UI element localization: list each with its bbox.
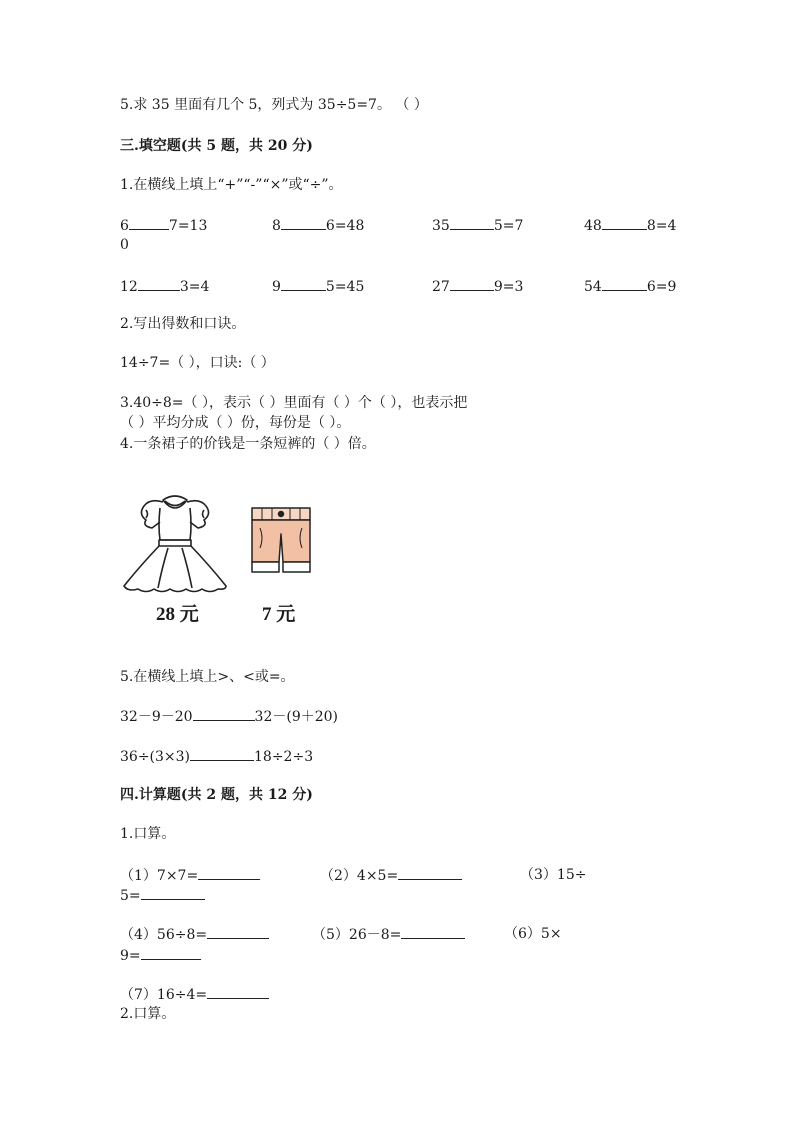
op-right: 3=4 <box>179 279 210 295</box>
op-left: 54 <box>584 279 602 295</box>
oral-item <box>120 984 269 1005</box>
oral-item <box>320 865 462 886</box>
op-left: 35 <box>432 218 450 234</box>
oral-expr: （1）7×7= <box>120 868 199 884</box>
op-left: 9 <box>272 279 281 295</box>
fill-question-5: 5.在横线上填上>、<或=。 <box>120 669 295 685</box>
oral-item <box>504 924 562 944</box>
op-item <box>584 276 676 297</box>
dress-illustration <box>118 488 232 598</box>
oral-item <box>120 865 260 886</box>
op-left: 8 <box>272 218 281 234</box>
answer-blank[interactable] <box>602 215 647 230</box>
fill-question-4: 4.一条裙子的价钱是一条短裤的（ ）倍。 <box>120 436 376 452</box>
op-item <box>272 215 364 236</box>
section-4-heading: 四.计算题(共 2 题，共 12 分) <box>120 787 313 803</box>
oral-expr: （2）4×5= <box>320 868 399 884</box>
op-right: 6=9 <box>646 279 677 295</box>
op-item <box>272 276 364 297</box>
compare-item <box>120 706 338 727</box>
answer-blank[interactable] <box>281 215 326 230</box>
compare-right: 32－(9＋20) <box>254 709 339 725</box>
answer-blank[interactable] <box>193 706 255 721</box>
oral-item <box>312 924 465 945</box>
fill-question-3-line-2: （ ）平均分成（ ）份，每份是（ ）。 <box>120 415 351 431</box>
op-right: 7=13 <box>168 218 208 234</box>
compare-left: 36÷(3×3) <box>120 749 191 765</box>
op-right: 8=4 <box>646 218 677 234</box>
op-item <box>432 276 523 297</box>
fill-question-1: 1.在横线上填上“+”“-”“×”或“÷”。 <box>120 177 343 193</box>
dress-price: 28 元 <box>156 604 199 625</box>
op-wrap-text: 0 <box>120 237 129 253</box>
op-item <box>432 215 523 236</box>
oral-expr: 5= <box>120 888 141 904</box>
compare-left: 32－9－20 <box>120 709 193 725</box>
op-left: 48 <box>584 218 602 234</box>
op-right: 9=3 <box>493 279 524 295</box>
oral-item <box>120 924 269 945</box>
calc-question-1: 1.口算。 <box>120 826 176 842</box>
true-false-question-5: 5.求 35 里面有几个 5，列式为 35÷5=7。 （ ） <box>120 97 428 113</box>
op-right: 6=48 <box>325 218 365 234</box>
op-left: 6 <box>120 218 129 234</box>
op-item <box>584 215 676 236</box>
oral-item <box>520 865 586 885</box>
oral-expr: （4）56÷8= <box>120 927 208 943</box>
op-item <box>120 215 207 236</box>
answer-blank[interactable] <box>141 945 201 960</box>
op-right: 5=7 <box>493 218 524 234</box>
answer-blank[interactable] <box>281 276 326 291</box>
answer-blank[interactable] <box>198 865 260 880</box>
oral-item-wrap <box>120 945 201 966</box>
shorts-price: 7 元 <box>262 604 296 625</box>
answer-blank[interactable] <box>401 924 465 939</box>
answer-blank[interactable] <box>602 276 647 291</box>
answer-blank[interactable] <box>450 276 494 291</box>
answer-blank[interactable] <box>398 865 462 880</box>
fill-question-3-line-1: 3.40÷8=（ ），表示（ ）里面有（ ）个（ ），也表示把 <box>120 395 468 411</box>
answer-blank[interactable] <box>138 276 180 291</box>
shorts-illustration <box>246 504 316 578</box>
op-right: 5=45 <box>325 279 365 295</box>
oral-expr: （3）15÷ <box>520 867 587 883</box>
answer-blank[interactable] <box>207 984 269 999</box>
fill-question-2: 2.写出得数和口诀。 <box>120 316 246 332</box>
oral-expr: （6）5× <box>504 926 562 942</box>
compare-item <box>120 746 313 767</box>
oral-expr: 9= <box>120 948 141 964</box>
answer-blank[interactable] <box>207 924 269 939</box>
answer-blank[interactable] <box>190 746 254 761</box>
op-item <box>120 276 209 297</box>
oral-expr: （7）16÷4= <box>120 987 208 1003</box>
op-left: 12 <box>120 279 138 295</box>
op-left: 27 <box>432 279 450 295</box>
compare-right: 18÷2÷3 <box>254 749 314 765</box>
answer-blank[interactable] <box>450 215 494 230</box>
answer-blank[interactable] <box>129 215 169 230</box>
answer-blank[interactable] <box>141 885 205 900</box>
oral-expr: （5）26－8= <box>312 927 402 943</box>
fill-question-2-prompt: 14÷7=（ ），口诀:（ ） <box>120 355 275 371</box>
calc-question-2: 2.口算。 <box>120 1006 176 1022</box>
section-3-heading: 三.填空题(共 5 题，共 20 分) <box>120 138 313 154</box>
oral-item-wrap <box>120 885 205 906</box>
